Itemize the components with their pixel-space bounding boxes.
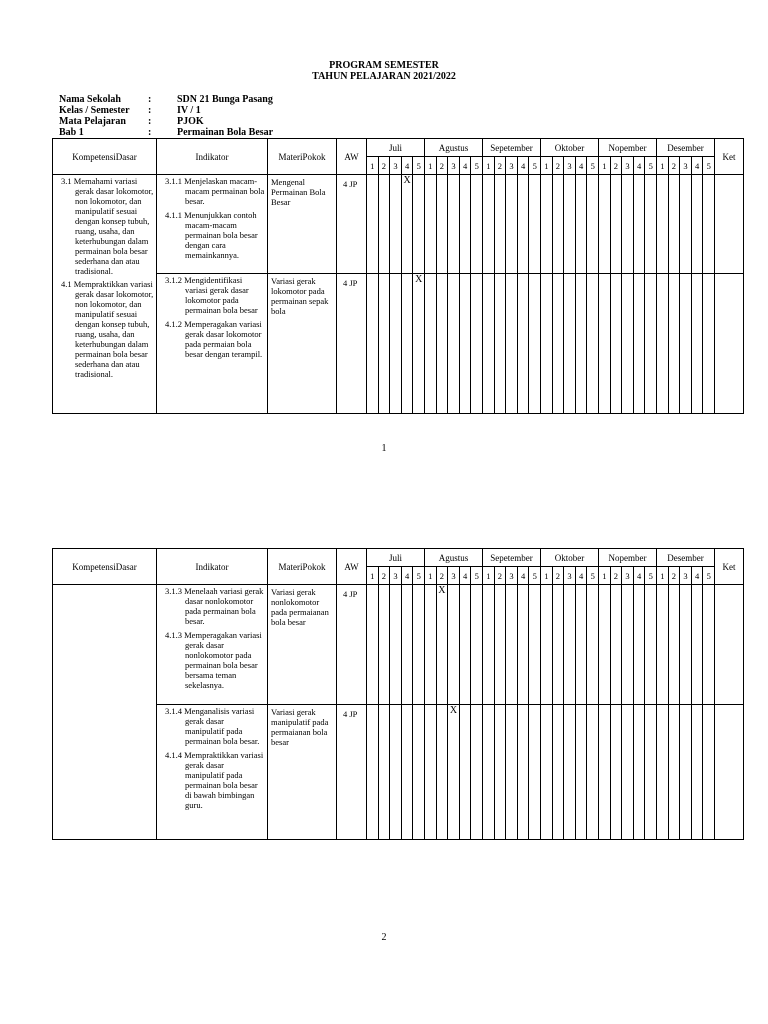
schedule-cell bbox=[390, 585, 402, 705]
header-week: 5 bbox=[587, 567, 599, 585]
page-number: 1 bbox=[381, 443, 387, 454]
schedule-cell bbox=[587, 274, 599, 414]
info-label: Bab 1 bbox=[59, 127, 84, 138]
header-week: 3 bbox=[390, 157, 402, 175]
header-week: 2 bbox=[552, 567, 564, 585]
header-aw: AW bbox=[337, 139, 367, 175]
indikator-cell bbox=[157, 585, 268, 705]
header-week: 5 bbox=[703, 157, 715, 175]
schedule-cell bbox=[633, 175, 645, 274]
header-kompetensi: KompetensiDasar bbox=[53, 549, 157, 585]
page-title: PROGRAM SEMESTER bbox=[329, 60, 439, 71]
header-week: 5 bbox=[529, 157, 541, 175]
header-week: 5 bbox=[587, 157, 599, 175]
header-week: 3 bbox=[506, 157, 518, 175]
aw-cell bbox=[337, 274, 367, 414]
schedule-cell bbox=[541, 705, 553, 840]
schedule-cell bbox=[413, 705, 425, 840]
indikator-text: Menunjukkan contoh macam-macam permainan bola besar dengan cara memainkannya. bbox=[184, 210, 258, 260]
indikator-text: Menelaah variasi gerak dasar nonlokomotor pada permainan bola besar. bbox=[184, 586, 264, 626]
header-week: 1 bbox=[367, 567, 379, 585]
schedule-cell bbox=[401, 274, 413, 414]
schedule-cell bbox=[575, 274, 587, 414]
schedule-cell bbox=[599, 175, 611, 274]
header-week: 4 bbox=[575, 567, 587, 585]
header-week: 5 bbox=[471, 567, 483, 585]
header-week: 3 bbox=[680, 567, 692, 585]
indikator-text: Memperagakan variasi gerak dasar nonlokomotor pada permainan bola besar bersama teman sekelasnya. bbox=[184, 630, 262, 690]
schedule-cell bbox=[564, 175, 576, 274]
aw-cell bbox=[337, 705, 367, 840]
header-month: Nopember bbox=[599, 139, 657, 157]
schedule-cell bbox=[494, 585, 506, 705]
schedule-cell bbox=[459, 274, 471, 414]
header-week: 4 bbox=[517, 567, 529, 585]
schedule-cell bbox=[610, 585, 622, 705]
schedule-cell bbox=[668, 175, 680, 274]
header-week: 1 bbox=[657, 567, 669, 585]
schedule-cell bbox=[471, 175, 483, 274]
header-week: 2 bbox=[668, 157, 680, 175]
schedule-cell bbox=[668, 705, 680, 840]
schedule-cell bbox=[575, 175, 587, 274]
schedule-cell bbox=[367, 705, 379, 840]
schedule-cell bbox=[425, 274, 437, 414]
kompetensi-number: 3.1 bbox=[61, 176, 72, 186]
header-week: 2 bbox=[494, 157, 506, 175]
header-week: 5 bbox=[413, 157, 425, 175]
indikator-number: 3.1.2 bbox=[165, 275, 182, 285]
schedule-cell bbox=[506, 175, 518, 274]
kompetensi-text: Mempraktikkan variasi gerak dasar lokomotor, non lokomotor, dan manipulatif sesuai dengan konsep tubuh, ruang, usaha, dan keterhubungan dalam permainan bola besar sederhana dan atau tradisional. bbox=[73, 279, 154, 379]
aw-value: 4 JP bbox=[343, 589, 358, 599]
schedule-cell bbox=[622, 585, 634, 705]
header-week: 1 bbox=[483, 157, 495, 175]
schedule-cell bbox=[459, 705, 471, 840]
schedule-cell bbox=[610, 705, 622, 840]
schedule-cell bbox=[506, 705, 518, 840]
header-month: Oktober bbox=[541, 549, 599, 567]
schedule-cell bbox=[541, 274, 553, 414]
schedule-cell bbox=[529, 274, 541, 414]
schedule-cell bbox=[645, 705, 657, 840]
header-week: 5 bbox=[413, 567, 425, 585]
schedule-cell bbox=[668, 585, 680, 705]
schedule-cell bbox=[633, 274, 645, 414]
kompetensi-item bbox=[58, 279, 154, 379]
header-week: 1 bbox=[425, 567, 437, 585]
header-week: 3 bbox=[622, 157, 634, 175]
header-month: Juli bbox=[367, 139, 425, 157]
header-week: 2 bbox=[436, 157, 448, 175]
info-label: Nama Sekolah bbox=[59, 94, 121, 105]
header-week: 3 bbox=[448, 567, 460, 585]
header-month: Sepetember bbox=[483, 139, 541, 157]
header-week: 1 bbox=[599, 157, 611, 175]
schedule-cell bbox=[564, 585, 576, 705]
schedule-cell bbox=[459, 585, 471, 705]
schedule-cell bbox=[367, 585, 379, 705]
schedule-cell bbox=[645, 585, 657, 705]
schedule-cell bbox=[680, 585, 692, 705]
schedule-cell bbox=[483, 175, 495, 274]
schedule-cell bbox=[599, 705, 611, 840]
schedule-cell bbox=[529, 175, 541, 274]
schedule-cell bbox=[645, 274, 657, 414]
header-week: 2 bbox=[610, 567, 622, 585]
header-kompetensi: KompetensiDasar bbox=[53, 139, 157, 175]
header-week: 2 bbox=[494, 567, 506, 585]
header-materi: MateriPokok bbox=[268, 139, 337, 175]
indikator-item bbox=[162, 706, 265, 746]
ket-cell bbox=[715, 705, 744, 840]
info-label: Kelas / Semester bbox=[59, 105, 130, 116]
schedule-cell bbox=[367, 274, 379, 414]
indikator-number: 3.1.1 bbox=[165, 176, 182, 186]
schedule-cell bbox=[425, 705, 437, 840]
page-number: 2 bbox=[381, 932, 387, 943]
schedule-cell bbox=[413, 274, 425, 414]
indikator-number: 4.1.2 bbox=[165, 319, 182, 329]
header-week: 3 bbox=[506, 567, 518, 585]
kompetensi-cell bbox=[53, 175, 157, 414]
aw-cell bbox=[337, 585, 367, 705]
schedule-cell bbox=[529, 585, 541, 705]
header-week: 1 bbox=[599, 567, 611, 585]
schedule-cell bbox=[494, 175, 506, 274]
header-week: 3 bbox=[564, 157, 576, 175]
indikator-number: 3.1.4 bbox=[165, 706, 182, 716]
indikator-item bbox=[162, 750, 265, 810]
schedule-cell bbox=[610, 175, 622, 274]
materi-cell bbox=[268, 175, 337, 274]
header-week: 5 bbox=[529, 567, 541, 585]
schedule-cell bbox=[517, 175, 529, 274]
kompetensi-number: 4.1 bbox=[61, 279, 72, 289]
schedule-cell bbox=[564, 274, 576, 414]
schedule-cell bbox=[691, 274, 703, 414]
schedule-cell bbox=[494, 705, 506, 840]
schedule-cell bbox=[703, 705, 715, 840]
header-week: 1 bbox=[367, 157, 379, 175]
header-week: 2 bbox=[378, 567, 390, 585]
schedule-cell bbox=[483, 274, 495, 414]
schedule-cell bbox=[622, 274, 634, 414]
schedule-cell bbox=[436, 175, 448, 274]
schedule-cell bbox=[552, 705, 564, 840]
indikator-item bbox=[162, 210, 265, 260]
header-week: 3 bbox=[390, 567, 402, 585]
header-month: Oktober bbox=[541, 139, 599, 157]
schedule-cell bbox=[599, 585, 611, 705]
ket-cell bbox=[715, 175, 744, 274]
header-month: Nopember bbox=[599, 549, 657, 567]
schedule-cell bbox=[564, 705, 576, 840]
schedule-cell bbox=[517, 705, 529, 840]
header-week: 4 bbox=[459, 157, 471, 175]
schedule-cell bbox=[552, 175, 564, 274]
schedule-cell bbox=[587, 585, 599, 705]
schedule-cell bbox=[691, 175, 703, 274]
indikator-number: 3.1.3 bbox=[165, 586, 182, 596]
schedule-cell bbox=[378, 705, 390, 840]
kompetensi-cell bbox=[53, 585, 157, 840]
indikator-number: 4.1.4 bbox=[165, 750, 182, 760]
ket-cell bbox=[715, 585, 744, 705]
schedule-cell bbox=[680, 705, 692, 840]
indikator-text: Mengidentifikasi variasi gerak dasar lokomotor pada permainan bola besar bbox=[184, 275, 258, 315]
schedule-cell bbox=[552, 585, 564, 705]
schedule-cell bbox=[390, 274, 402, 414]
header-ket: Ket bbox=[715, 139, 744, 175]
materi-text: Variasi gerak nonlokomotor pada permaianan bola besar bbox=[271, 587, 329, 627]
indikator-item bbox=[162, 630, 265, 690]
schedule-cell bbox=[587, 705, 599, 840]
schedule-cell bbox=[517, 274, 529, 414]
indikator-number: 4.1.1 bbox=[165, 210, 182, 220]
schedule-cell bbox=[587, 175, 599, 274]
table-row bbox=[53, 585, 744, 705]
header-row bbox=[53, 139, 744, 157]
schedule-cell bbox=[657, 705, 669, 840]
indikator-text: Menjelaskan macam-macam permainan bola besar. bbox=[184, 176, 265, 206]
indikator-text: Mempraktikkan variasi gerak dasar manipulatif pada permainan bola besar di bawah bimbingan guru. bbox=[184, 750, 264, 810]
indikator-number: 4.1.3 bbox=[165, 630, 182, 640]
header-ket: Ket bbox=[715, 549, 744, 585]
materi-text: Variasi gerak manipulatif pada permaianan bola besar bbox=[271, 707, 329, 747]
header-week: 5 bbox=[471, 157, 483, 175]
schedule-cell bbox=[425, 585, 437, 705]
indikator-item bbox=[162, 176, 265, 206]
header-week: 4 bbox=[517, 157, 529, 175]
info-value: PJOK bbox=[177, 116, 204, 127]
info-label: Mata Pelajaran bbox=[59, 116, 126, 127]
header-week: 1 bbox=[541, 567, 553, 585]
schedule-cell bbox=[552, 274, 564, 414]
schedule-mark: X bbox=[415, 274, 423, 285]
header-week: 4 bbox=[633, 157, 645, 175]
indikator-cell bbox=[157, 175, 268, 274]
schedule-cell bbox=[471, 585, 483, 705]
info-colon: : bbox=[148, 105, 152, 116]
header-week: 4 bbox=[401, 157, 413, 175]
header-week: 2 bbox=[552, 157, 564, 175]
schedule-cell bbox=[529, 705, 541, 840]
indikator-item bbox=[162, 319, 265, 359]
header-week: 4 bbox=[575, 157, 587, 175]
schedule-cell bbox=[390, 705, 402, 840]
schedule-cell bbox=[657, 585, 669, 705]
header-month: Juli bbox=[367, 549, 425, 567]
info-value: Permainan Bola Besar bbox=[177, 127, 274, 138]
header-row bbox=[53, 549, 744, 567]
schedule-cell bbox=[367, 175, 379, 274]
header-indikator: Indikator bbox=[157, 139, 268, 175]
schedule-cell bbox=[668, 274, 680, 414]
schedule-cell bbox=[622, 705, 634, 840]
header-week: 3 bbox=[622, 567, 634, 585]
schedule-cell bbox=[436, 585, 448, 705]
schedule-cell bbox=[413, 175, 425, 274]
table-row bbox=[53, 175, 744, 274]
schedule-cell bbox=[575, 585, 587, 705]
schedule-cell bbox=[645, 175, 657, 274]
info-colon: : bbox=[148, 116, 152, 127]
schedule-cell bbox=[517, 585, 529, 705]
schedule-cell bbox=[401, 585, 413, 705]
schedule-cell bbox=[448, 585, 460, 705]
schedule-cell bbox=[401, 705, 413, 840]
header-month: Agustus bbox=[425, 549, 483, 567]
materi-cell bbox=[268, 705, 337, 840]
schedule-cell bbox=[436, 705, 448, 840]
schedule-cell bbox=[471, 274, 483, 414]
schedule-cell bbox=[436, 274, 448, 414]
materi-cell bbox=[268, 585, 337, 705]
schedule-cell bbox=[413, 585, 425, 705]
header-indikator: Indikator bbox=[157, 549, 268, 585]
schedule-cell bbox=[378, 585, 390, 705]
header-week: 1 bbox=[657, 157, 669, 175]
header-week: 2 bbox=[436, 567, 448, 585]
header-week: 5 bbox=[703, 567, 715, 585]
header-aw: AW bbox=[337, 549, 367, 585]
header-week: 4 bbox=[459, 567, 471, 585]
header-week: 4 bbox=[691, 157, 703, 175]
schedule-cell bbox=[680, 274, 692, 414]
schedule-cell bbox=[703, 274, 715, 414]
ket-cell bbox=[715, 274, 744, 414]
header-week: 3 bbox=[680, 157, 692, 175]
info-value: SDN 21 Bunga Pasang bbox=[177, 94, 273, 105]
schedule-cell bbox=[691, 585, 703, 705]
header-month: Desember bbox=[657, 549, 715, 567]
info-value: IV / 1 bbox=[177, 105, 201, 116]
info-colon: : bbox=[148, 127, 152, 138]
schedule-cell bbox=[633, 585, 645, 705]
header-week: 1 bbox=[541, 157, 553, 175]
header-week: 5 bbox=[645, 567, 657, 585]
semester-program-table bbox=[52, 138, 744, 414]
indikator-item bbox=[162, 275, 265, 315]
header-month: Desember bbox=[657, 139, 715, 157]
schedule-cell bbox=[390, 175, 402, 274]
kompetensi-text: Memahami variasi gerak dasar lokomotor, non lokomotor, dan manipulatif sesuai dengan konsep tubuh, ruang, usaha, dan keterhubungan dalam permainan bola besar sederhana dan atau tradisional. bbox=[73, 176, 154, 276]
header-week: 4 bbox=[401, 567, 413, 585]
schedule-cell bbox=[599, 274, 611, 414]
header-month: Sepetember bbox=[483, 549, 541, 567]
aw-value: 4 JP bbox=[343, 709, 358, 719]
indikator-cell bbox=[157, 705, 268, 840]
schedule-cell bbox=[610, 274, 622, 414]
materi-text: Mengenal Permainan Bola Besar bbox=[271, 177, 326, 207]
header-week: 1 bbox=[425, 157, 437, 175]
schedule-cell bbox=[657, 175, 669, 274]
indikator-cell bbox=[157, 274, 268, 414]
schedule-cell bbox=[425, 175, 437, 274]
schedule-cell bbox=[541, 585, 553, 705]
aw-value: 4 JP bbox=[343, 278, 358, 288]
header-materi: MateriPokok bbox=[268, 549, 337, 585]
schedule-cell bbox=[448, 274, 460, 414]
header-week: 5 bbox=[645, 157, 657, 175]
schedule-mark: X bbox=[438, 585, 446, 596]
table-row bbox=[53, 274, 744, 414]
schedule-cell bbox=[448, 705, 460, 840]
page-subtitle: TAHUN PELAJARAN 2021/2022 bbox=[312, 71, 456, 82]
aw-value: 4 JP bbox=[343, 179, 358, 189]
schedule-cell bbox=[459, 175, 471, 274]
schedule-cell bbox=[483, 705, 495, 840]
materi-cell bbox=[268, 274, 337, 414]
indikator-text: Memperagakan variasi gerak dasar lokomotor pada permaian bola besar dengan terampil. bbox=[184, 319, 263, 359]
schedule-cell bbox=[494, 274, 506, 414]
indikator-text: Menganalisis variasi gerak dasar manipulatif pada permainan bola besar. bbox=[184, 706, 260, 746]
schedule-mark: X bbox=[449, 705, 458, 716]
header-week: 3 bbox=[564, 567, 576, 585]
schedule-cell bbox=[633, 705, 645, 840]
header-week: 4 bbox=[633, 567, 645, 585]
materi-text: Variasi gerak lokomotor pada permainan sepak bola bbox=[271, 276, 329, 316]
schedule-cell bbox=[483, 585, 495, 705]
header-week: 3 bbox=[448, 157, 460, 175]
header-month: Agustus bbox=[425, 139, 483, 157]
schedule-cell bbox=[471, 705, 483, 840]
schedule-cell bbox=[506, 274, 518, 414]
schedule-cell bbox=[401, 175, 413, 274]
aw-cell bbox=[337, 175, 367, 274]
header-week: 4 bbox=[691, 567, 703, 585]
schedule-cell bbox=[541, 175, 553, 274]
schedule-cell bbox=[378, 175, 390, 274]
schedule-cell bbox=[575, 705, 587, 840]
header-week: 1 bbox=[483, 567, 495, 585]
schedule-cell bbox=[448, 175, 460, 274]
indikator-item bbox=[162, 586, 265, 626]
schedule-cell bbox=[680, 175, 692, 274]
schedule-cell bbox=[691, 705, 703, 840]
schedule-cell bbox=[657, 274, 669, 414]
schedule-cell bbox=[622, 175, 634, 274]
schedule-cell bbox=[703, 585, 715, 705]
header-week: 2 bbox=[610, 157, 622, 175]
schedule-cell bbox=[703, 175, 715, 274]
schedule-cell bbox=[506, 585, 518, 705]
schedule-mark: X bbox=[403, 175, 411, 186]
header-week: 2 bbox=[668, 567, 680, 585]
semester-program-table-continued bbox=[52, 548, 744, 840]
schedule-cell bbox=[378, 274, 390, 414]
info-colon: : bbox=[148, 94, 152, 105]
table-row bbox=[53, 705, 744, 840]
header-week: 2 bbox=[378, 157, 390, 175]
kompetensi-item bbox=[58, 176, 154, 276]
